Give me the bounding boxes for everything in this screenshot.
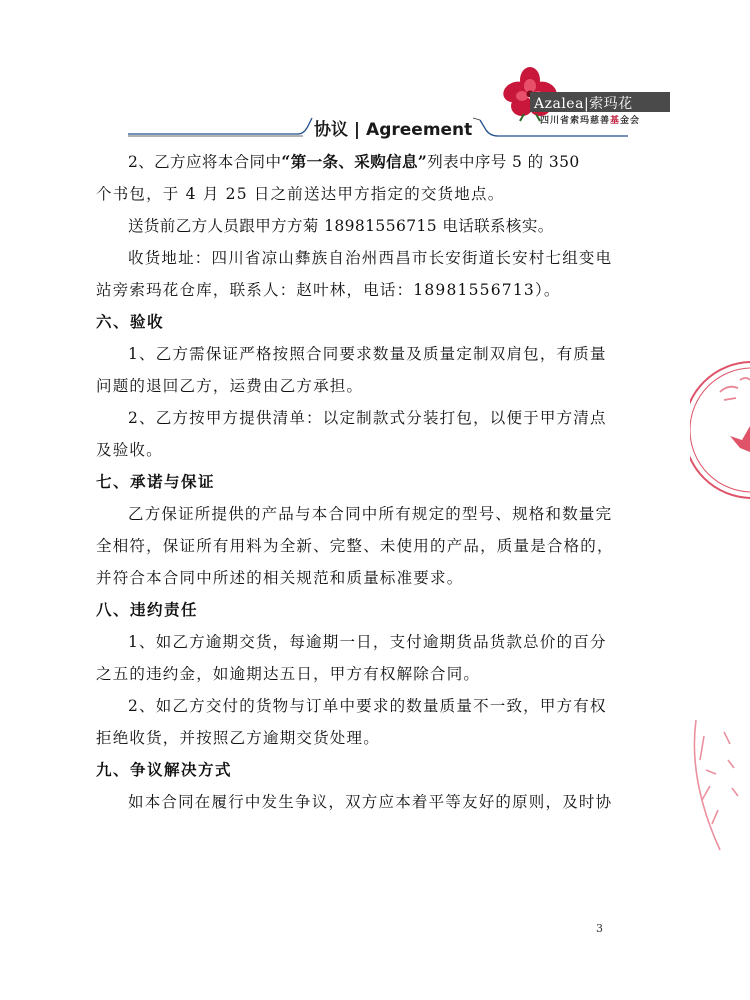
section-heading: 八、违约责任 [96, 600, 199, 619]
logo-subtitle [540, 113, 640, 126]
paragraph-line: 站旁索玛花仓库，联系人：赵叶林，电话：18981556713）。 [96, 281, 561, 299]
foundation-logo [500, 66, 670, 130]
paragraph-line: 1、如乙方逾期交货，每逾期一日，支付逾期货品货款总价的百分 [128, 633, 607, 651]
section-heading: 九、争议解决方式 [96, 760, 233, 779]
page-number: 3 [596, 922, 603, 935]
paragraph-line: 2、如乙方交付的货物与订单中要求的数量质量不一致，甲方有权 [128, 697, 607, 715]
header-title: 协议 | Agreement [314, 120, 473, 140]
logo-subtitle-accent: 基 [610, 116, 621, 126]
section-heading: 六、验收 [96, 312, 165, 331]
logo-subtitle-part: 金会 [620, 116, 641, 126]
paragraph-line: 问题的退回乙方，运费由乙方承担。 [96, 377, 364, 395]
paragraph-line: 个书包，于 4 月 25 日之前送达甲方指定的交货地点。 [96, 185, 505, 203]
paragraph-line [96, 146, 616, 178]
text-run: 列表中序号 5 的 350 [427, 153, 580, 171]
logo-subtitle-part: 四川省索玛慈善 [540, 116, 611, 126]
section-heading: 七、承诺与保证 [96, 472, 216, 491]
paragraph-line: 收货地址：四川省凉山彝族自治州西昌市长安街道长安村七组变电 [128, 249, 613, 267]
text-run: 2、乙方应将本合同中 [128, 153, 282, 171]
contract-body [96, 146, 616, 818]
paragraph-line: 及验收。 [96, 441, 163, 459]
paragraph-line: 1、乙方需保证严格按照合同要求数量及质量定制双肩包，有质量 [128, 345, 607, 363]
emphasized-text: “第一条、采购信息” [281, 152, 428, 171]
paragraph-line: 2、乙方按甲方提供清单：以定制款式分装打包，以便于甲方清点 [128, 409, 607, 427]
seal-stamp-icon [690, 340, 750, 870]
logo-name: Azalea|索玛花 [534, 96, 633, 112]
paragraph-line: 乙方保证所提供的产品与本合同中所有规定的型号、规格和数量完 [128, 505, 613, 523]
paragraph-line: 如本合同在履行中发生争议，双方应本着平等友好的原则，及时协 [128, 793, 613, 811]
paragraph-line: 全相符，保证所有用料为全新、完整、未使用的产品，质量是合格的， [96, 537, 614, 555]
paragraph-line: 之五的违约金，如逾期达五日，甲方有权解除合同。 [96, 665, 481, 683]
paragraph-line: 并符合本合同中所述的相关规范和质量标准要求。 [96, 569, 464, 587]
paragraph-line: 送货前乙方人员跟甲方方菊 18981556715 电话联系核实。 [128, 217, 554, 235]
paragraph-line: 拒绝收货，并按照乙方逾期交货处理。 [96, 729, 380, 747]
